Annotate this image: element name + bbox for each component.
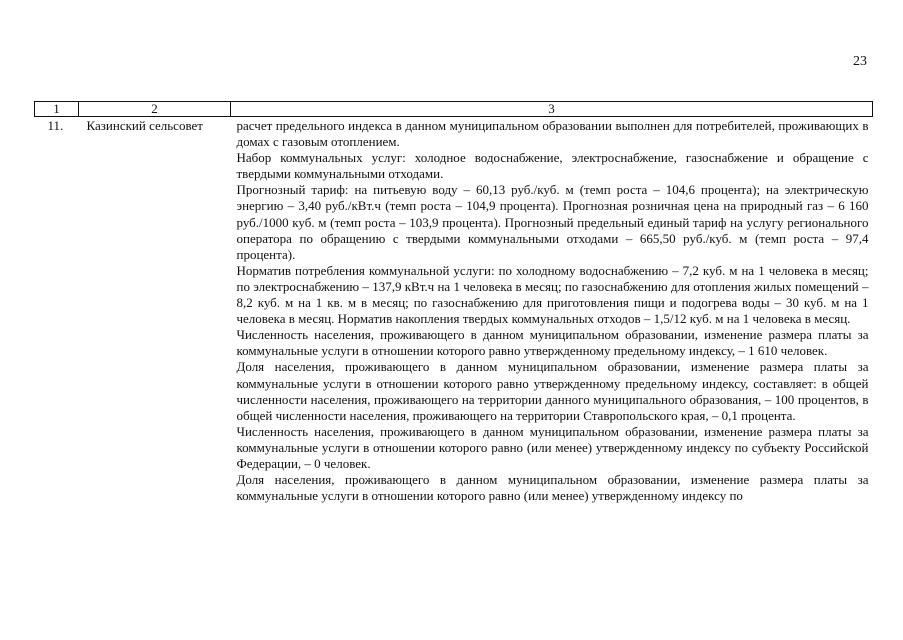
description-paragraph: Прогнозный тариф: на питьевую воду – 60,13 руб./куб. м (темп роста – 104,6 процента); на электрическую энергию – 3,40 руб./кВт.ч (темп роста – 104,9 процента). Прогнозная розничная цена на природный газ – 6 160 руб./1000 куб. м (темп роста – 103,9 процента). Прогнозный предельный единый тариф на услугу регионального оператора по обращению с твердыми коммунальными отходами – 665,50 руб./куб. м (темп роста – 97,4 процента). [236, 182, 869, 262]
header-col-1: 1 [35, 102, 79, 117]
municipality-name: Казинский сельсовет [86, 118, 203, 133]
description-paragraph: Норматив потребления коммунальной услуги: по холодному водоснабжению – 7,2 куб. м на 1 человека в месяц; по электроснабжению – 137,9 кВт.ч на 1 человека в месяц; по газоснабжению для отопления жилых помещений – 8,2 куб. м на 1 кв. м в месяц; по газоснабжению для приготовления пищи и подогрева воды – 30 куб. м на 1 человека в месяц. Норматив накопления твердых коммунальных отходов – 1,5/12 куб. м на 1 человека в месяц. [236, 262, 869, 327]
description-paragraph: Доля населения, проживающего в данном муниципальном образовании, изменение размера платы за коммунальные услуги в отношении которого равно утвержденному предельному индексу, составляет: в общей численности населения, проживающего на территории данного муниципального образования, – 100 процентов, в общей численности населения, проживающего на территории Ставропольского края, – 0,1 процента. [236, 359, 869, 423]
page-number: 23 [853, 54, 867, 69]
header-col-2: 2 [79, 102, 231, 117]
header-col-3: 3 [231, 102, 873, 117]
description-paragraph: Численность населения, проживающего в данном муниципальном образовании, изменение размера платы за коммунальные услуги в отношении которого равно утвержденному предельному индексу, – 1 610 человек. [236, 327, 869, 359]
table-header-row [35, 102, 873, 117]
data-table [34, 101, 873, 504]
table-row [35, 117, 873, 505]
description-paragraph: расчет предельного индекса в данном муниципальном образовании выполнен для потребителей, проживающих в домах с газовым отоплением. [236, 118, 869, 150]
description-paragraph: Численность населения, проживающего в данном муниципальном образовании, изменение размера платы за коммунальные услуги в отношении которого равно (или менее) утвержденному индексу по субъекту Российской Федерации, – 0 человек. [236, 423, 869, 471]
description-paragraph: Набор коммунальных услуг: холодное водоснабжение, электроснабжение, газоснабжение и обращение с твердыми коммунальными отходами. [236, 150, 869, 182]
row-description [231, 117, 873, 505]
row-number: 11. [47, 118, 64, 133]
description-paragraph: Доля населения, проживающего в данном муниципальном образовании, изменение размера платы за коммунальные услуги в отношении которого равно (или менее) утвержденному индексу по [236, 472, 869, 504]
